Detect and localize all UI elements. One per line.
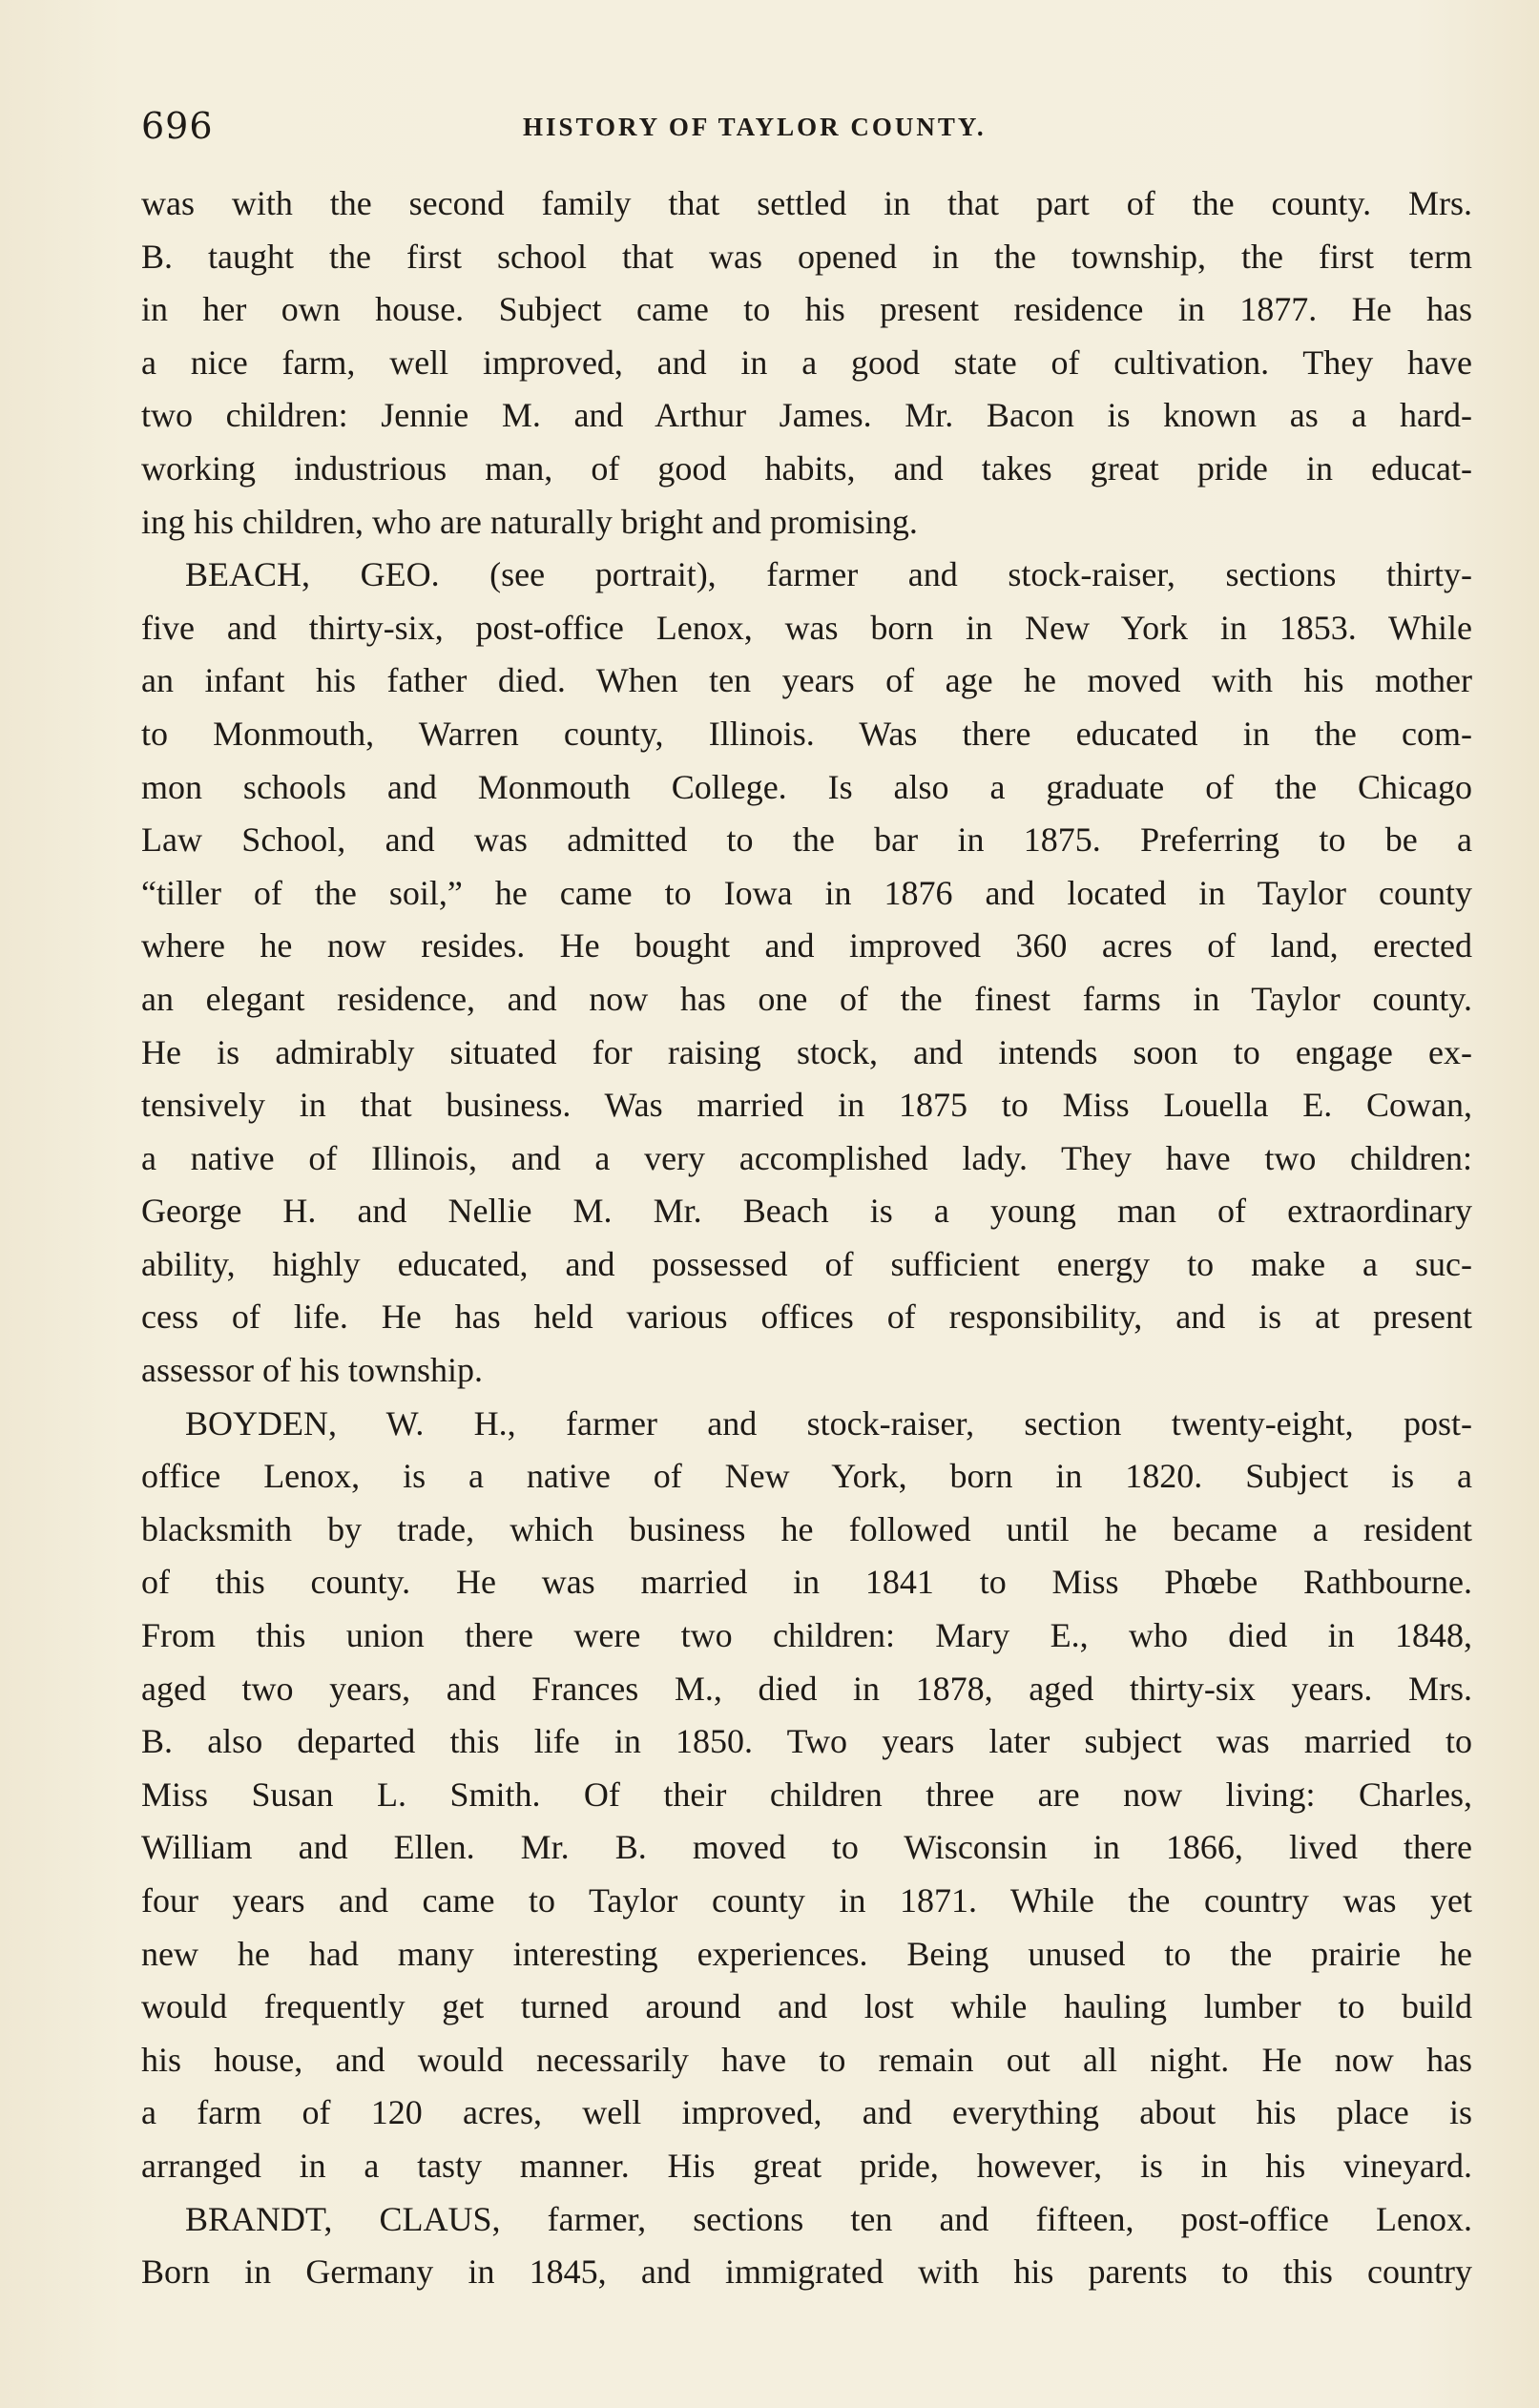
entry-first-line-beach: BEACH, GEO. (see portrait), farmer and stock-raiser, sections thirty- (185, 555, 1472, 594)
page-header (141, 99, 1458, 156)
text-line: ability, highly educated, and possessed of sufficient energy to make a suc- (141, 1244, 1472, 1283)
text-line: Miss Susan L. Smith. Of their children three are now living: Charles, (141, 1775, 1472, 1814)
text-line: Born in Germany in 1845, and immigrated with his parents to this country (141, 2252, 1472, 2292)
entry-first-line-brandt: BRANDT, CLAUS, farmer, sections ten and fifteen, post-office Lenox. (185, 2199, 1472, 2238)
text-line: Law School, and was admitted to the bar in 1875. Preferring to be a (141, 820, 1472, 860)
text-line: of this county. He was married in 1841 to Miss Phœbe Rathbourne. (141, 1563, 1472, 1602)
text-line: a nice farm, well improved, and in a good state of cultivation. They have (141, 343, 1472, 382)
text-line: mon schools and Monmouth College. Is also a graduate of the Chicago (141, 767, 1472, 806)
entry-first-line-boyden: BOYDEN, W. H., farmer and stock-raiser, section twenty-eight, post- (185, 1403, 1472, 1443)
text-line: tensively in that business. Was married in 1875 to Miss Louella E. Cowan, (141, 1086, 1472, 1125)
text-line: to Monmouth, Warren county, Illinois. Was there educated in the com- (141, 714, 1472, 753)
text-line: office Lenox, is a native of New York, born in 1820. Subject is a (141, 1457, 1472, 1496)
text-line: “tiller of the soil,” he came to Iowa in 1876 and located in Taylor county (141, 873, 1472, 912)
text-line: an infant his father died. When ten years of age he moved with his mother (141, 661, 1472, 700)
text-line: a farm of 120 acres, well improved, and everything about his place is (141, 2093, 1472, 2132)
text-line: George H. and Nellie M. Mr. Beach is a young man of extraordinary (141, 1192, 1472, 1231)
text-line: aged two years, and Frances M., died in 1878, aged thirty-six years. Mrs. (141, 1669, 1472, 1708)
text-line: arranged in a tasty manner. His great pride, however, is in his vineyard. (141, 2146, 1472, 2185)
body-text (141, 177, 1472, 2299)
text-line: cess of life. He has held various offices of responsibility, and is at present (141, 1297, 1472, 1337)
text-line: working industrious man, of good habits, and takes great pride in educat- (141, 448, 1472, 488)
page-number: 696 (141, 105, 214, 147)
text-line: a native of Illinois, and a very accomplished lady. They have two children: (141, 1138, 1472, 1177)
text-line: B. taught the first school that was opened in the township, the first term (141, 237, 1472, 276)
text-line: was with the second family that settled in that part of the county. Mrs. (141, 184, 1472, 222)
text-line: William and Ellen. Mr. B. moved to Wisconsin in 1866, lived there (141, 1828, 1472, 1867)
text-line: assessor of his township. (141, 1351, 483, 1390)
text-line: He is admirably situated for raising stock, and intends soon to engage ex- (141, 1032, 1472, 1071)
text-line: From this union there were two children: Mary E., who died in 1848, (141, 1616, 1472, 1655)
text-line: his house, and would necessarily have to remain out all night. He now has (141, 2040, 1472, 2079)
text-line: two children: Jennie M. and Arthur James. Mr. Bacon is known as a hard- (141, 396, 1472, 435)
text-line: B. also departed this life in 1850. Two years later subject was married to (141, 1722, 1472, 1761)
text-line: where he now resides. He bought and improved 360 acres of land, erected (141, 926, 1472, 965)
text-line: blacksmith by trade, which business he followed until he became a resident (141, 1509, 1472, 1548)
text-line: in her own house. Subject came to his present residence in 1877. He has (141, 290, 1472, 329)
text-line: an elegant residence, and now has one of the finest farms in Taylor county. (141, 979, 1472, 1018)
text-line: would frequently get turned around and lost while hauling lumber to build (141, 1987, 1472, 2026)
text-line: ing his children, who are naturally bright and promising. (141, 502, 918, 541)
text-line: new he had many interesting experiences. Being unused to the prairie he (141, 1934, 1472, 1973)
running-head: HISTORY OF TAYLOR COUNTY. (523, 113, 987, 141)
text-line: five and thirty-six, post-office Lenox, was born in New York in 1853. While (141, 608, 1472, 647)
text-line: four years and came to Taylor county in 1871. While the country was yet (141, 1881, 1472, 1920)
